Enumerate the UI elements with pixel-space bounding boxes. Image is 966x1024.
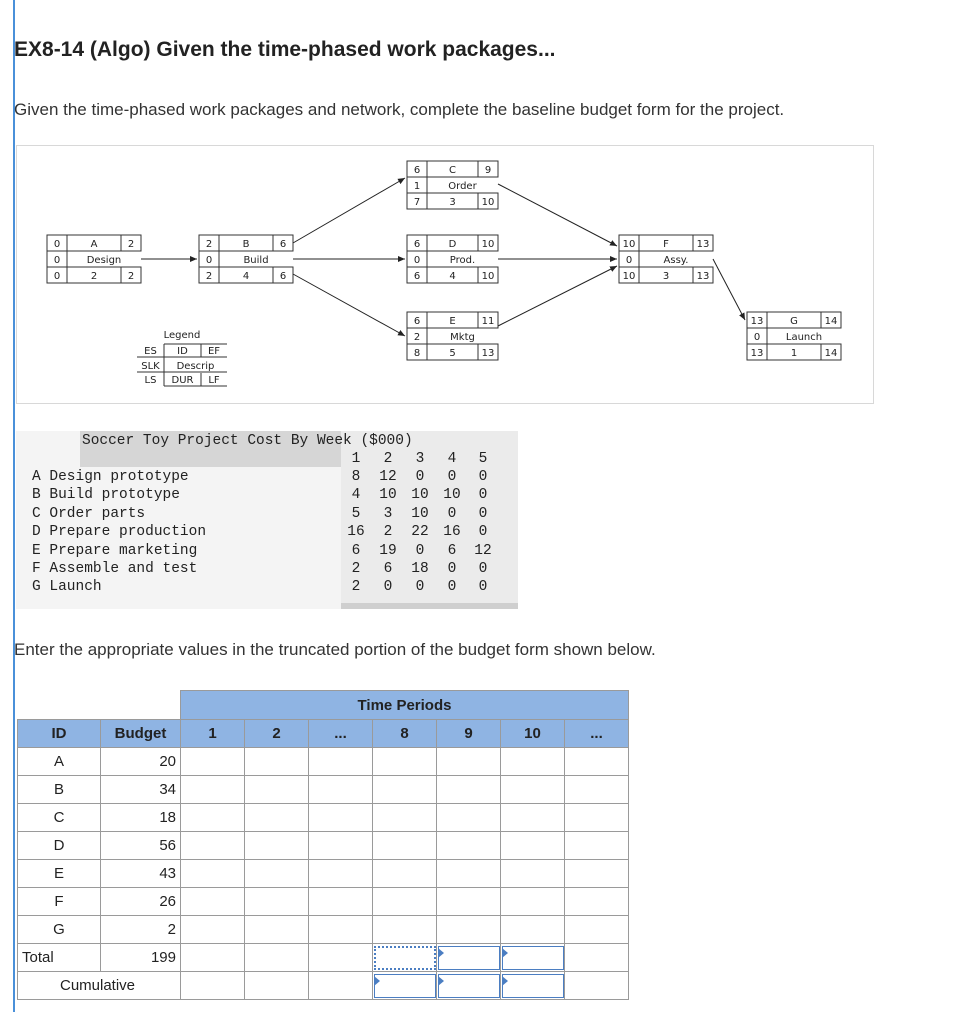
budget-row-id: E: [18, 860, 101, 888]
cost-cell: 6: [447, 542, 457, 559]
node-g: [747, 312, 841, 360]
budget-row-period-cell: [501, 888, 565, 916]
budget-row-period-cell: [501, 860, 565, 888]
cost-cell: 0: [478, 579, 488, 596]
cost-cell: 0: [478, 469, 488, 485]
cost-cell: 18: [411, 561, 429, 577]
budget-row-period-cell: [309, 748, 373, 776]
legend-id: ID: [177, 346, 188, 357]
node-ls: 6: [413, 271, 421, 282]
node-es: 2: [205, 239, 213, 250]
node-description: Order: [448, 181, 477, 192]
budget-row: [18, 776, 629, 804]
cost-cell: 2: [383, 524, 393, 541]
cost-cell: 6: [383, 561, 393, 577]
node-ls: 13: [750, 348, 764, 359]
week-header: 4: [447, 451, 457, 467]
cost-cell: 0: [415, 542, 425, 559]
total-budget: 199: [101, 944, 181, 972]
budget-row-id: B: [18, 776, 101, 804]
budget-row-period-cell: [501, 776, 565, 804]
node-duration: 3: [662, 271, 670, 282]
budget-row-period-cell: [437, 832, 501, 860]
cost-row-label: B Build prototype: [32, 487, 180, 504]
budget-row-period-cell: [501, 832, 565, 860]
cumulative-label: Cumulative: [18, 972, 181, 1000]
budget-row-period-cell: [309, 916, 373, 944]
budget-row: [18, 748, 629, 776]
budget-row: [18, 888, 629, 916]
budget-row-period-cell: [373, 888, 437, 916]
budget-row-period-cell: [373, 804, 437, 832]
node-id: G: [790, 316, 798, 327]
cost-cell: 5: [351, 505, 361, 522]
network-arrow: [713, 259, 745, 320]
budget-row-period-cell: [181, 888, 245, 916]
budget-row-period-cell: [437, 776, 501, 804]
node-ef: 2: [127, 239, 135, 250]
node-slack: 0: [53, 255, 61, 266]
period-10-header: 10: [501, 720, 565, 748]
budget-row-id: G: [18, 916, 101, 944]
node-description: Prod.: [449, 255, 476, 266]
network-arrow: [498, 184, 617, 246]
node-b: [199, 235, 293, 283]
period-1-header: 1: [181, 720, 245, 748]
week-header: 5: [478, 451, 488, 467]
budget-row-amount: 2: [101, 916, 181, 944]
node-ef: 10: [481, 239, 495, 250]
budget-row-id: A: [18, 748, 101, 776]
network-arrow: [498, 266, 617, 326]
legend-dur: DUR: [171, 375, 194, 386]
node-id: A: [90, 239, 98, 250]
cost-cell: 0: [447, 469, 457, 485]
instruction-text: Enter the appropriate values in the truncated portion of the budget form shown below.: [14, 640, 656, 659]
node-ef: 9: [484, 165, 492, 176]
cost-cell: 0: [478, 505, 488, 522]
budget-row-period-cell: [565, 860, 629, 888]
network-arrow: [293, 274, 405, 336]
cost-cell: 2: [351, 561, 361, 577]
node-slack: 0: [753, 332, 761, 343]
page-title: EX8-14 (Algo) Given the time-phased work packages...: [14, 38, 556, 61]
node-ls: 8: [413, 348, 421, 359]
left-accent-bar: [13, 0, 15, 1012]
legend-lf: LF: [208, 375, 220, 386]
node-lf: 10: [481, 271, 495, 282]
budget-row-period-cell: [181, 832, 245, 860]
node-ef: 14: [824, 316, 838, 327]
budget-row-period-cell: [245, 916, 309, 944]
node-es: 0: [53, 239, 61, 250]
budget-row-id: D: [18, 832, 101, 860]
node-es: 13: [750, 316, 764, 327]
period-2-header: 2: [245, 720, 309, 748]
period-9-header: 9: [437, 720, 501, 748]
cost-row-label: F Assemble and test: [32, 561, 198, 577]
total-row: [18, 944, 629, 972]
budget-row-amount: 43: [101, 860, 181, 888]
node-lf: 13: [696, 271, 710, 282]
legend-slk: SLK: [141, 361, 160, 372]
cost-cell: 0: [478, 524, 488, 541]
cost-cell: 22: [411, 524, 429, 541]
node-slack: 0: [205, 255, 213, 266]
cost-cell: 0: [447, 561, 457, 577]
node-ls: 7: [413, 197, 421, 208]
budget-row-period-cell: [373, 776, 437, 804]
network-diagram: [16, 145, 874, 404]
cost-cell: 12: [474, 542, 492, 559]
node-duration: 4: [242, 271, 250, 282]
node-id: C: [449, 165, 456, 176]
legend-es: ES: [144, 346, 157, 357]
budget-row-amount: 34: [101, 776, 181, 804]
cost-cell: 3: [383, 505, 393, 522]
total-period-8-input[interactable]: [374, 946, 436, 970]
cost-cell: 10: [411, 505, 429, 522]
total-label: Total: [18, 944, 101, 972]
cost-cell: 8: [351, 469, 361, 485]
budget-form: [17, 690, 629, 1000]
network-svg: [17, 146, 873, 403]
node-c: [407, 161, 498, 209]
budget-row-period-cell: [309, 888, 373, 916]
budget-row-period-cell: [309, 860, 373, 888]
node-duration: 3: [449, 197, 456, 208]
budget-row-period-cell: [309, 804, 373, 832]
node-lf: 13: [481, 348, 495, 359]
node-description: Design: [86, 255, 122, 266]
budget-row-amount: 18: [101, 804, 181, 832]
cost-row-label: A Design prototype: [32, 469, 189, 485]
budget-row-period-cell: [245, 832, 309, 860]
node-ef: 6: [279, 239, 287, 250]
budget-row-period-cell: [181, 916, 245, 944]
cost-row-label: G Launch: [32, 579, 102, 596]
node-id: E: [449, 316, 456, 327]
question-intro: Given the time-phased work packages and network, complete the baseline budget form for the project.: [14, 100, 785, 119]
cumulative-period-10-input[interactable]: [502, 974, 564, 998]
budget-row-period-cell: [565, 832, 629, 860]
budget-row-period-cell: [181, 860, 245, 888]
budget-row-period-cell: [437, 860, 501, 888]
budget-row-period-cell: [245, 804, 309, 832]
node-d: [407, 235, 498, 283]
period-8-header: 8: [373, 720, 437, 748]
cost-cell: 4: [351, 487, 361, 504]
cost-cell: 0: [415, 469, 425, 485]
budget-row-period-cell: [181, 748, 245, 776]
node-slack: 2: [413, 332, 421, 343]
legend-ef: EF: [207, 346, 221, 357]
node-slack: 0: [413, 255, 421, 266]
cost-cell: 2: [351, 579, 361, 596]
cost-cell: 10: [379, 487, 397, 504]
cost-cell: 0: [383, 579, 393, 596]
node-ls: 0: [53, 271, 61, 282]
budget-row-period-cell: [245, 776, 309, 804]
budget-row-id: C: [18, 804, 101, 832]
legend-ls: LS: [144, 375, 157, 386]
time-periods-header: Time Periods: [181, 691, 629, 720]
budget-row: [18, 832, 629, 860]
node-id: B: [242, 239, 250, 250]
budget-row-period-cell: [245, 888, 309, 916]
cost-cell: 16: [347, 524, 365, 541]
budget-row-period-cell: [245, 860, 309, 888]
week-header: 2: [383, 451, 393, 467]
budget-row-period-cell: [565, 776, 629, 804]
budget-row-amount: 26: [101, 888, 181, 916]
cost-cell: 0: [447, 505, 457, 522]
period-ellipsis-header: ...: [309, 720, 373, 748]
cost-row-label: D Prepare production: [32, 524, 207, 541]
budget-row-period-cell: [309, 776, 373, 804]
node-e: [407, 312, 498, 360]
cost-cell: 0: [478, 561, 488, 577]
node-description: Launch: [785, 332, 823, 343]
cost-cell: 19: [379, 542, 397, 559]
cost-cell: 10: [443, 487, 461, 504]
period-ellipsis-header-2: ...: [565, 720, 629, 748]
budget-row: [18, 860, 629, 888]
cumulative-row: [18, 972, 629, 1000]
cost-table-title: Soccer Toy Project Cost By Week ($000): [82, 433, 413, 449]
cost-cell: 0: [415, 579, 425, 596]
budget-row-period-cell: [437, 888, 501, 916]
node-description: Build: [243, 255, 269, 266]
node-lf: 2: [127, 271, 135, 282]
node-description: Assy.: [663, 255, 689, 266]
node-a: [47, 235, 141, 283]
budget-row-period-cell: [565, 804, 629, 832]
budget-row: [18, 916, 629, 944]
budget-row-period-cell: [437, 748, 501, 776]
node-duration: 4: [449, 271, 456, 282]
node-lf: 14: [824, 348, 838, 359]
node-es: 6: [413, 239, 421, 250]
budget-row-id: F: [18, 888, 101, 916]
cost-row-label: C Order parts: [32, 505, 146, 522]
budget-row-period-cell: [437, 916, 501, 944]
cost-cell: 6: [351, 542, 361, 559]
node-es: 10: [622, 239, 636, 250]
budget-row-period-cell: [565, 748, 629, 776]
node-ls: 2: [205, 271, 213, 282]
node-slack: 1: [413, 181, 421, 192]
cumulative-period-8-input[interactable]: [374, 974, 436, 998]
node-ef: 11: [481, 316, 495, 327]
budget-row: [18, 804, 629, 832]
budget-row-period-cell: [309, 832, 373, 860]
node-ls: 10: [622, 271, 636, 282]
budget-row-period-cell: [437, 804, 501, 832]
id-header: ID: [18, 720, 101, 748]
node-es: 6: [413, 165, 421, 176]
budget-row-period-cell: [373, 916, 437, 944]
budget-row-period-cell: [373, 748, 437, 776]
budget-row-period-cell: [501, 916, 565, 944]
budget-row-period-cell: [501, 748, 565, 776]
node-duration: 1: [790, 348, 798, 359]
cost-cell: 16: [443, 524, 461, 541]
budget-row-period-cell: [565, 916, 629, 944]
cost-cell: 0: [478, 487, 488, 504]
cost-cell: 10: [411, 487, 429, 504]
node-duration: 2: [90, 271, 98, 282]
network-arrow: [293, 178, 405, 243]
legend-title: Legend: [163, 330, 201, 341]
cost-cell: 0: [447, 579, 457, 596]
budget-header: Budget: [101, 720, 181, 748]
node-lf: 10: [481, 197, 495, 208]
budget-row-period-cell: [501, 804, 565, 832]
budget-row-period-cell: [181, 776, 245, 804]
cumulative-period-9-input[interactable]: [438, 974, 500, 998]
node-duration: 5: [449, 348, 456, 359]
budget-row-amount: 20: [101, 748, 181, 776]
budget-row-period-cell: [245, 748, 309, 776]
node-description: Mktg: [450, 332, 475, 343]
node-id: D: [448, 239, 457, 250]
week-header: 3: [415, 451, 425, 467]
total-period-9-input[interactable]: [438, 946, 500, 970]
node-es: 6: [413, 316, 421, 327]
node-lf: 6: [279, 271, 287, 282]
budget-row-period-cell: [373, 832, 437, 860]
budget-row-period-cell: [373, 860, 437, 888]
cost-by-week-table: [16, 431, 518, 609]
budget-row-period-cell: [565, 888, 629, 916]
total-period-10-input[interactable]: [502, 946, 564, 970]
node-id: F: [663, 239, 669, 250]
node-f: [619, 235, 713, 283]
legend-descrip: Descrip: [176, 361, 215, 372]
node-slack: 0: [625, 255, 633, 266]
cost-cell: 12: [379, 469, 397, 485]
node-ef: 13: [696, 239, 710, 250]
legend: [137, 330, 227, 386]
cost-row-label: E Prepare marketing: [32, 542, 198, 559]
budget-row-period-cell: [181, 804, 245, 832]
budget-row-amount: 56: [101, 832, 181, 860]
week-header: 1: [351, 451, 361, 467]
